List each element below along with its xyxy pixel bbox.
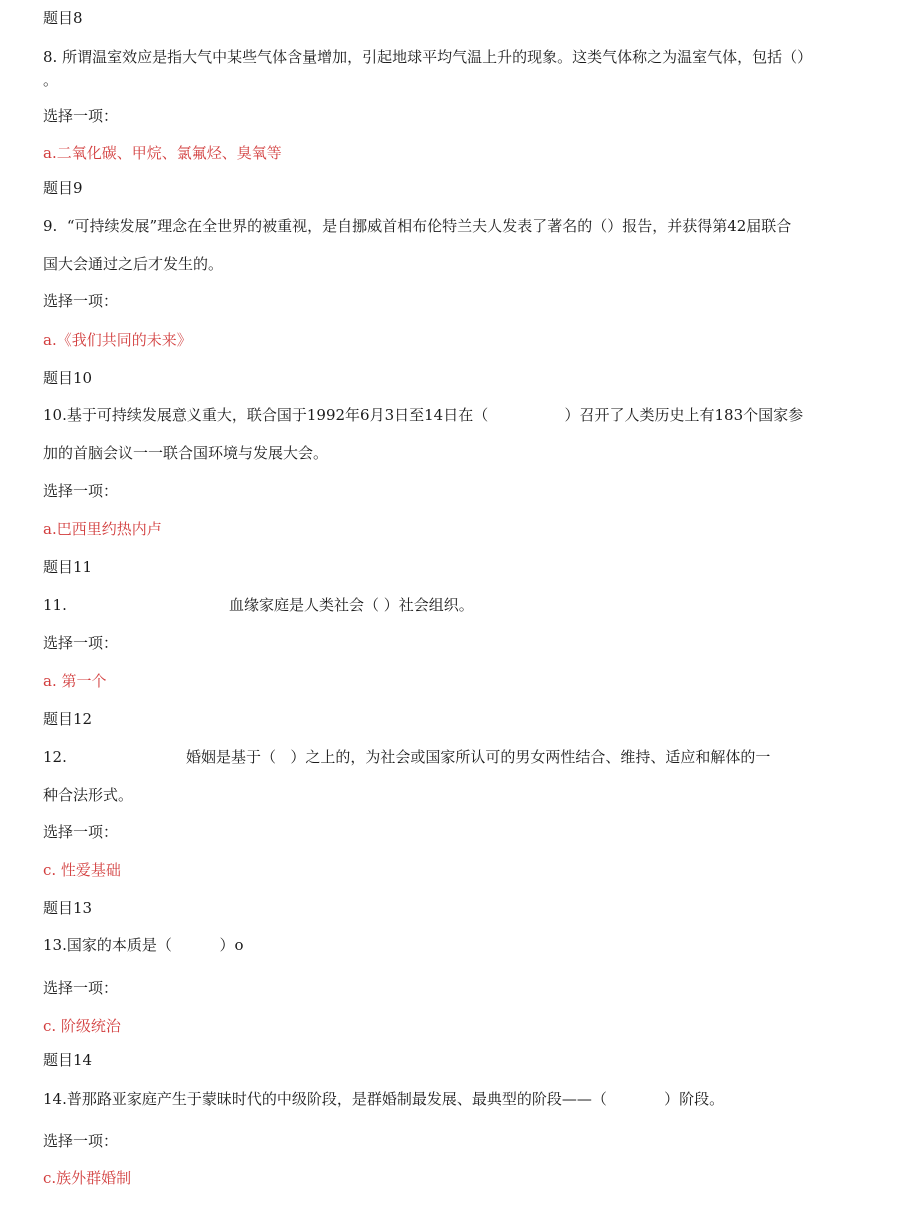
choose-prompt: 选择一项： xyxy=(43,823,119,841)
question-heading: 题目9 xyxy=(43,179,83,197)
question-text: 加的首脑会议一一联合国环境与发展大会。 xyxy=(43,444,329,462)
question-text: 种合法形式。 xyxy=(43,786,134,804)
answer-option: c. 性爱基础 xyxy=(43,861,121,879)
question-heading: 题目13 xyxy=(43,899,93,917)
question-text: 12. 婚姻是基于（ ）之上的，为社会或国家所认可的男女两性结合、维持、适应和解体的一 xyxy=(43,748,771,766)
question-heading: 题目10 xyxy=(43,369,93,387)
choose-prompt: 选择一项： xyxy=(43,107,119,125)
question-text: 国大会通过之后才发生的。 xyxy=(43,255,224,273)
question-heading: 题目14 xyxy=(43,1051,93,1069)
answer-option: c.族外群婚制 xyxy=(43,1169,132,1187)
question-heading: 题目11 xyxy=(43,558,93,576)
question-text: 8. 所谓温室效应是指大气中某些气体含量增加，引起地球平均气温上升的现象。这类气体称之为温室气体，包括（） xyxy=(43,48,813,66)
choose-prompt: 选择一项： xyxy=(43,482,119,500)
choose-prompt: 选择一项： xyxy=(43,1132,119,1150)
answer-option: a.《我们共同的未来》 xyxy=(43,331,192,349)
answer-option: c. 阶级统治 xyxy=(43,1017,121,1035)
question-text: 9. “可持续发展”理念在全世界的被重视，是自挪威首相布伦特兰夫人发表了著名的（）报告，并获得第42届联合 xyxy=(43,217,792,235)
choose-prompt: 选择一项： xyxy=(43,634,119,652)
question-text: 14.普那路亚家庭产生于蒙昧时代的中级阶段，是群婚制最发展、最典型的阶段——（ ）阶段。 xyxy=(43,1090,725,1108)
answer-option: a.巴西里约热内卢 xyxy=(43,520,162,538)
question-heading: 题目8 xyxy=(43,9,83,27)
answer-option: a.二氧化碳、甲烷、氯氟烃、臭氧等 xyxy=(43,144,282,162)
question-text: 11. 血缘家庭是人类社会（ ）社会组织。 xyxy=(43,596,474,614)
question-text: 10.基于可持续发展意义重大，联合国于1992年6月3日至14日在（ ）召开了人类历史上有183个国家参 xyxy=(43,406,804,424)
choose-prompt: 选择一项： xyxy=(43,979,119,997)
choose-prompt: 选择一项： xyxy=(43,292,119,310)
question-heading: 题目12 xyxy=(43,710,93,728)
question-text: 。 xyxy=(43,71,59,89)
question-text: 13.国家的本质是（ ）o xyxy=(43,936,244,954)
answer-option: a. 第一个 xyxy=(43,672,107,690)
